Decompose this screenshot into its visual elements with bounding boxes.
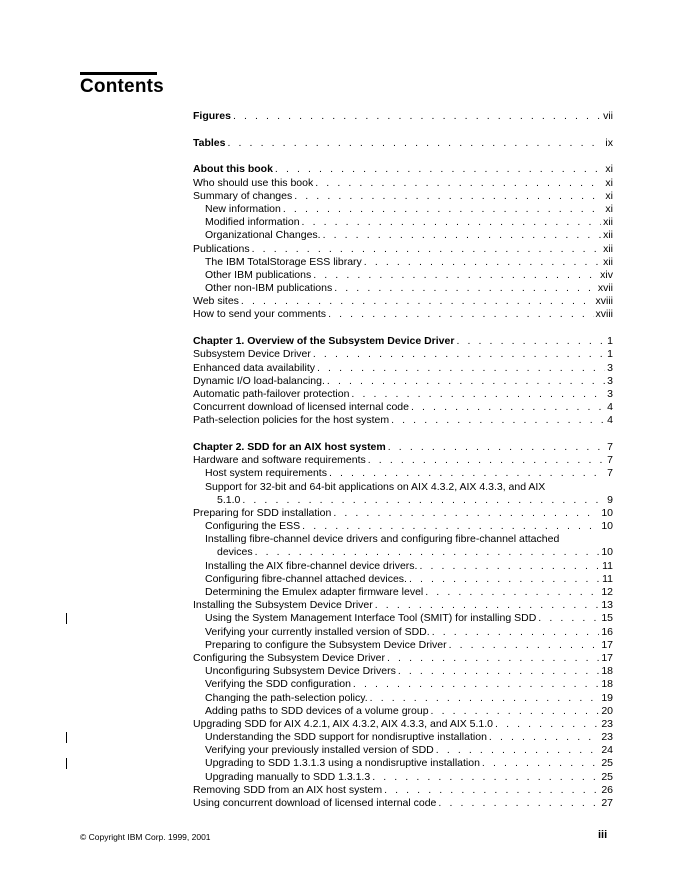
toc-entry-title: Unconfiguring Subsystem Device Drivers [205,665,396,678]
toc-entry[interactable] [193,467,613,480]
toc-entry-title: Figures [193,110,231,122]
toc-entry[interactable] [193,692,613,705]
toc-entry-page: 24 [601,744,613,757]
toc-entry[interactable] [193,705,613,718]
dot-leader [370,692,600,705]
toc-entry[interactable] [193,177,613,190]
toc-entry[interactable] [193,744,613,757]
toc-entry[interactable] [193,190,613,203]
toc-entry-title: Organizational Changes. [205,229,321,242]
toc-entry-page: xvii [597,282,613,295]
dot-leader [431,705,600,718]
dot-leader [425,586,599,599]
toc-entry-page: 7 [607,467,613,480]
toc-entry[interactable] [193,269,613,282]
toc-entry-title: Tables [193,136,226,149]
toc-entry-title: Adding paths to SDD devices of a volume group [205,704,429,717]
toc-entry-page: 19 [601,691,613,704]
dot-leader [388,441,605,454]
toc-entry-title: Upgrading to SDD 1.3.1.3 using a nondisruptive installation [205,757,480,770]
dot-leader [449,639,600,652]
toc-entry[interactable] [193,520,613,533]
toc-entry-title: Configuring the ESS [205,520,301,533]
toc-entry-page: 3 [607,361,613,374]
dot-leader [334,282,596,295]
toc-entry-title: Path-selection policies for the host system [193,414,390,427]
toc-entry-page: 11 [602,559,613,572]
toc-entry[interactable] [193,481,613,494]
toc-entry[interactable] [193,718,613,731]
toc-entry-title: Preparing for SDD installation [193,506,332,519]
dot-leader [351,388,605,401]
toc-entry-page: 17 [601,638,613,651]
dot-leader [489,731,599,744]
toc-entry-page: xi [605,176,613,189]
toc-entry[interactable] [193,282,613,295]
toc-entry-title: Publications [193,242,250,255]
toc-entry[interactable] [193,665,613,678]
toc-entry-title: The IBM TotalStorage ESS library [205,255,362,268]
toc-entry-page: 15 [601,612,613,625]
toc-entry-title: Installing the Subsystem Device Driver [193,599,373,612]
dot-leader [391,414,605,427]
dot-leader [438,797,599,810]
toc-entry-page: 9 [607,493,613,506]
toc-entry-title: Upgrading SDD for AIX 4.2.1, AIX 4.3.2, AIX 4.3.3, and AIX 5.1.0 [193,717,494,730]
toc-entry-page: 1 [607,335,613,348]
toc-entry-page: 26 [601,783,613,796]
dot-leader [353,678,599,691]
revision-bar [66,732,67,743]
toc-entry[interactable] [193,797,613,810]
toc-entry[interactable] [193,362,613,375]
toc-entry[interactable] [193,203,613,216]
dot-leader [313,348,605,361]
toc-entry-title: Upgrading manually to SDD 1.3.1.3 [205,770,371,783]
dot-leader [315,177,603,190]
dot-leader [387,652,599,665]
dot-leader [227,137,603,150]
toc-entry[interactable] [193,599,613,612]
dot-leader [333,507,599,520]
dot-leader [364,256,601,269]
toc-entry-page: 25 [601,770,613,783]
toc-entry[interactable] [193,401,613,414]
toc-entry-title: Who should use this book [193,176,314,189]
toc-entry-page: 4 [607,414,613,427]
toc-entry[interactable] [193,454,613,467]
title-rule [80,72,157,75]
dot-leader [275,163,604,176]
page-number: iii [598,829,608,841]
toc-entry-page: 11 [602,572,613,585]
toc-entry-page: xii [603,242,613,255]
toc-entry-title: Hardware and software requirements [193,454,366,467]
toc-entry[interactable] [193,639,613,652]
toc-entry-title: Verifying your currently installed version of SDD. [205,625,430,638]
dot-leader [495,718,599,731]
toc-entry[interactable] [193,414,613,427]
toc-entry-title: How to send your comments [193,308,327,321]
toc-entry-title: Enhanced data availability [193,361,316,374]
toc-entry-page: xii [603,229,613,242]
dot-leader [241,295,594,308]
dot-leader [242,494,605,507]
toc-entry[interactable] [193,626,613,639]
table-of-contents [193,110,613,810]
toc-entry[interactable] [193,731,613,744]
copyright-notice: © Copyright IBM Corp. 1999, 2001 [80,832,211,842]
toc-entry[interactable] [193,308,613,321]
toc-entry-page: 23 [601,717,613,730]
toc-entry-title: Verifying your previously installed version of SDD [205,744,434,757]
toc-entry-title: Using the System Management Interface Tool (SMIT) for installing SDD [205,612,537,625]
toc-entry-title: Preparing to configure the Subsystem Device Driver [205,638,447,651]
dot-leader [409,573,600,586]
toc-entry-title: Configuring the Subsystem Device Driver [193,651,385,664]
toc-entry[interactable] [193,348,613,361]
toc-entry-title: Summary of changes [193,189,293,202]
dot-leader [419,560,600,573]
toc-entry-page: 3 [607,387,613,400]
dot-leader [302,520,599,533]
dot-leader [538,612,599,625]
toc-entry-page: 7 [607,440,613,453]
toc-entry[interactable] [193,612,613,625]
dot-leader [328,308,593,321]
toc-entry[interactable] [193,784,613,797]
toc-entry[interactable] [193,678,613,691]
toc-entry[interactable] [193,137,613,150]
toc-entry-title: Chapter 1. Overview of the Subsystem Device Driver [193,335,455,348]
toc-entry-title: Host system requirements [205,467,327,480]
toc-entry-page: 10 [601,506,613,519]
toc-entry-title: New information [205,202,281,215]
toc-entry-page: xviii [595,308,613,321]
toc-entry-page: 10 [601,520,613,533]
dot-leader [252,243,601,256]
toc-entry[interactable] [193,163,613,176]
toc-entry-page: 18 [601,665,613,678]
dot-leader [255,546,600,559]
dot-leader [317,362,605,375]
group-spacer [193,123,613,137]
toc-entry-continuation[interactable] [193,546,613,559]
dot-leader [384,784,599,797]
dot-leader [432,626,600,639]
toc-entry-page: 1 [607,348,613,361]
toc-entry-page: xi [605,163,613,176]
toc-entry-title: Using concurrent download of licensed internal code [193,797,437,809]
toc-entry[interactable] [193,375,613,388]
dot-leader [327,375,605,388]
toc-entry-page: xii [603,216,613,229]
toc-entry[interactable] [193,507,613,520]
toc-entry-title: Chapter 2. SDD for an AIX host system [193,440,386,453]
dot-leader [302,216,602,229]
toc-entry-page: 13 [601,599,613,612]
toc-entry-page: 16 [601,625,613,638]
toc-entry[interactable] [193,388,613,401]
toc-entry-page: 10 [601,546,613,559]
toc-entry-page: 4 [607,401,613,414]
toc-entry-title: Dynamic I/O load-balancing. [193,374,325,387]
toc-entry-title: Determining the Emulex adapter firmware level [205,586,424,598]
toc-entry[interactable] [193,573,613,586]
toc-entry-page: 20 [601,704,613,717]
dot-leader [436,744,600,757]
toc-entry-page: xii [603,255,613,268]
toc-entry-title: Other IBM publications [205,268,312,281]
toc-entry-title: Subsystem Device Driver [193,348,311,361]
group-spacer [193,322,613,336]
toc-entry-page: xiv [600,268,613,281]
dot-leader [411,401,605,414]
toc-entry-title: Modified information [205,216,300,229]
toc-entry-page: xi [605,202,613,215]
toc-entry[interactable] [193,216,613,229]
toc-entry-page: xi [605,189,613,202]
toc-entry-page: 17 [601,651,613,664]
dot-leader [233,110,601,123]
toc-entry[interactable] [193,335,613,348]
toc-entry[interactable] [193,586,613,599]
dot-leader [329,467,605,480]
dot-leader [368,454,605,467]
toc-entry[interactable] [193,441,613,454]
toc-entry-title: Support for 32-bit and 64-bit applications on AIX 4.3.2, AIX 4.3.3, and AIX [205,480,546,493]
toc-entry-title: Verifying the SDD configuration [205,678,351,691]
toc-entry-page: 12 [601,586,613,598]
toc-entry-title: Removing SDD from an AIX host system [193,783,383,796]
revision-bar [66,758,67,769]
toc-entry[interactable] [193,560,613,573]
group-spacer [193,427,613,441]
toc-entry-page: 18 [601,678,613,691]
toc-entry[interactable] [193,256,613,269]
toc-entry-title: Web sites [193,295,239,308]
toc-entry[interactable] [193,757,613,770]
toc-entry[interactable] [193,771,613,784]
toc-entry-page: ix [605,136,613,149]
toc-entry-title: Automatic path-failover protection [193,387,350,400]
toc-entry-title: Configuring fibre-channel attached devices. [205,572,407,585]
toc-entry-title: Understanding the SDD support for nondisruptive installation [205,731,487,744]
toc-entry-page: 25 [601,757,613,770]
toc-entry-continuation[interactable] [193,494,613,507]
group-spacer [193,150,613,164]
toc-entry-title: Concurrent download of licensed internal code [193,401,409,414]
dot-leader [294,190,603,203]
toc-entry[interactable] [193,295,613,308]
toc-entry-title: Installing the AIX fibre-channel device drivers. [205,559,418,572]
toc-entry[interactable] [193,533,613,546]
revision-bar [66,613,67,624]
toc-entry-title: Installing fibre-channel device drivers and configuring fibre-channel attached [205,533,560,546]
toc-entry[interactable] [193,229,613,242]
toc-entry-title: About this book [193,163,273,176]
dot-leader [456,335,605,348]
dot-leader [372,771,599,784]
toc-entry-page: 23 [601,731,613,744]
toc-entry[interactable] [193,652,613,665]
toc-entry-title: Changing the path-selection policy. [205,691,368,704]
toc-entry-page: xviii [595,295,613,308]
toc-entry-title-cont: 5.1.0 [217,493,241,506]
dot-leader [482,757,599,770]
dot-leader [313,269,598,282]
page-title: Contents [80,76,164,97]
dot-leader [375,599,600,612]
dot-leader [283,203,604,216]
toc-entry-page: vii [603,110,613,122]
dot-leader [398,665,599,678]
toc-entry[interactable] [193,110,613,123]
toc-entry[interactable] [193,243,613,256]
toc-entry-title: Other non-IBM publications [205,282,333,295]
toc-entry-page: 3 [607,374,613,387]
toc-entry-title-cont: devices [217,546,253,559]
toc-entry-page: 27 [601,797,613,809]
dot-leader [323,229,602,242]
toc-entry-page: 7 [607,454,613,467]
